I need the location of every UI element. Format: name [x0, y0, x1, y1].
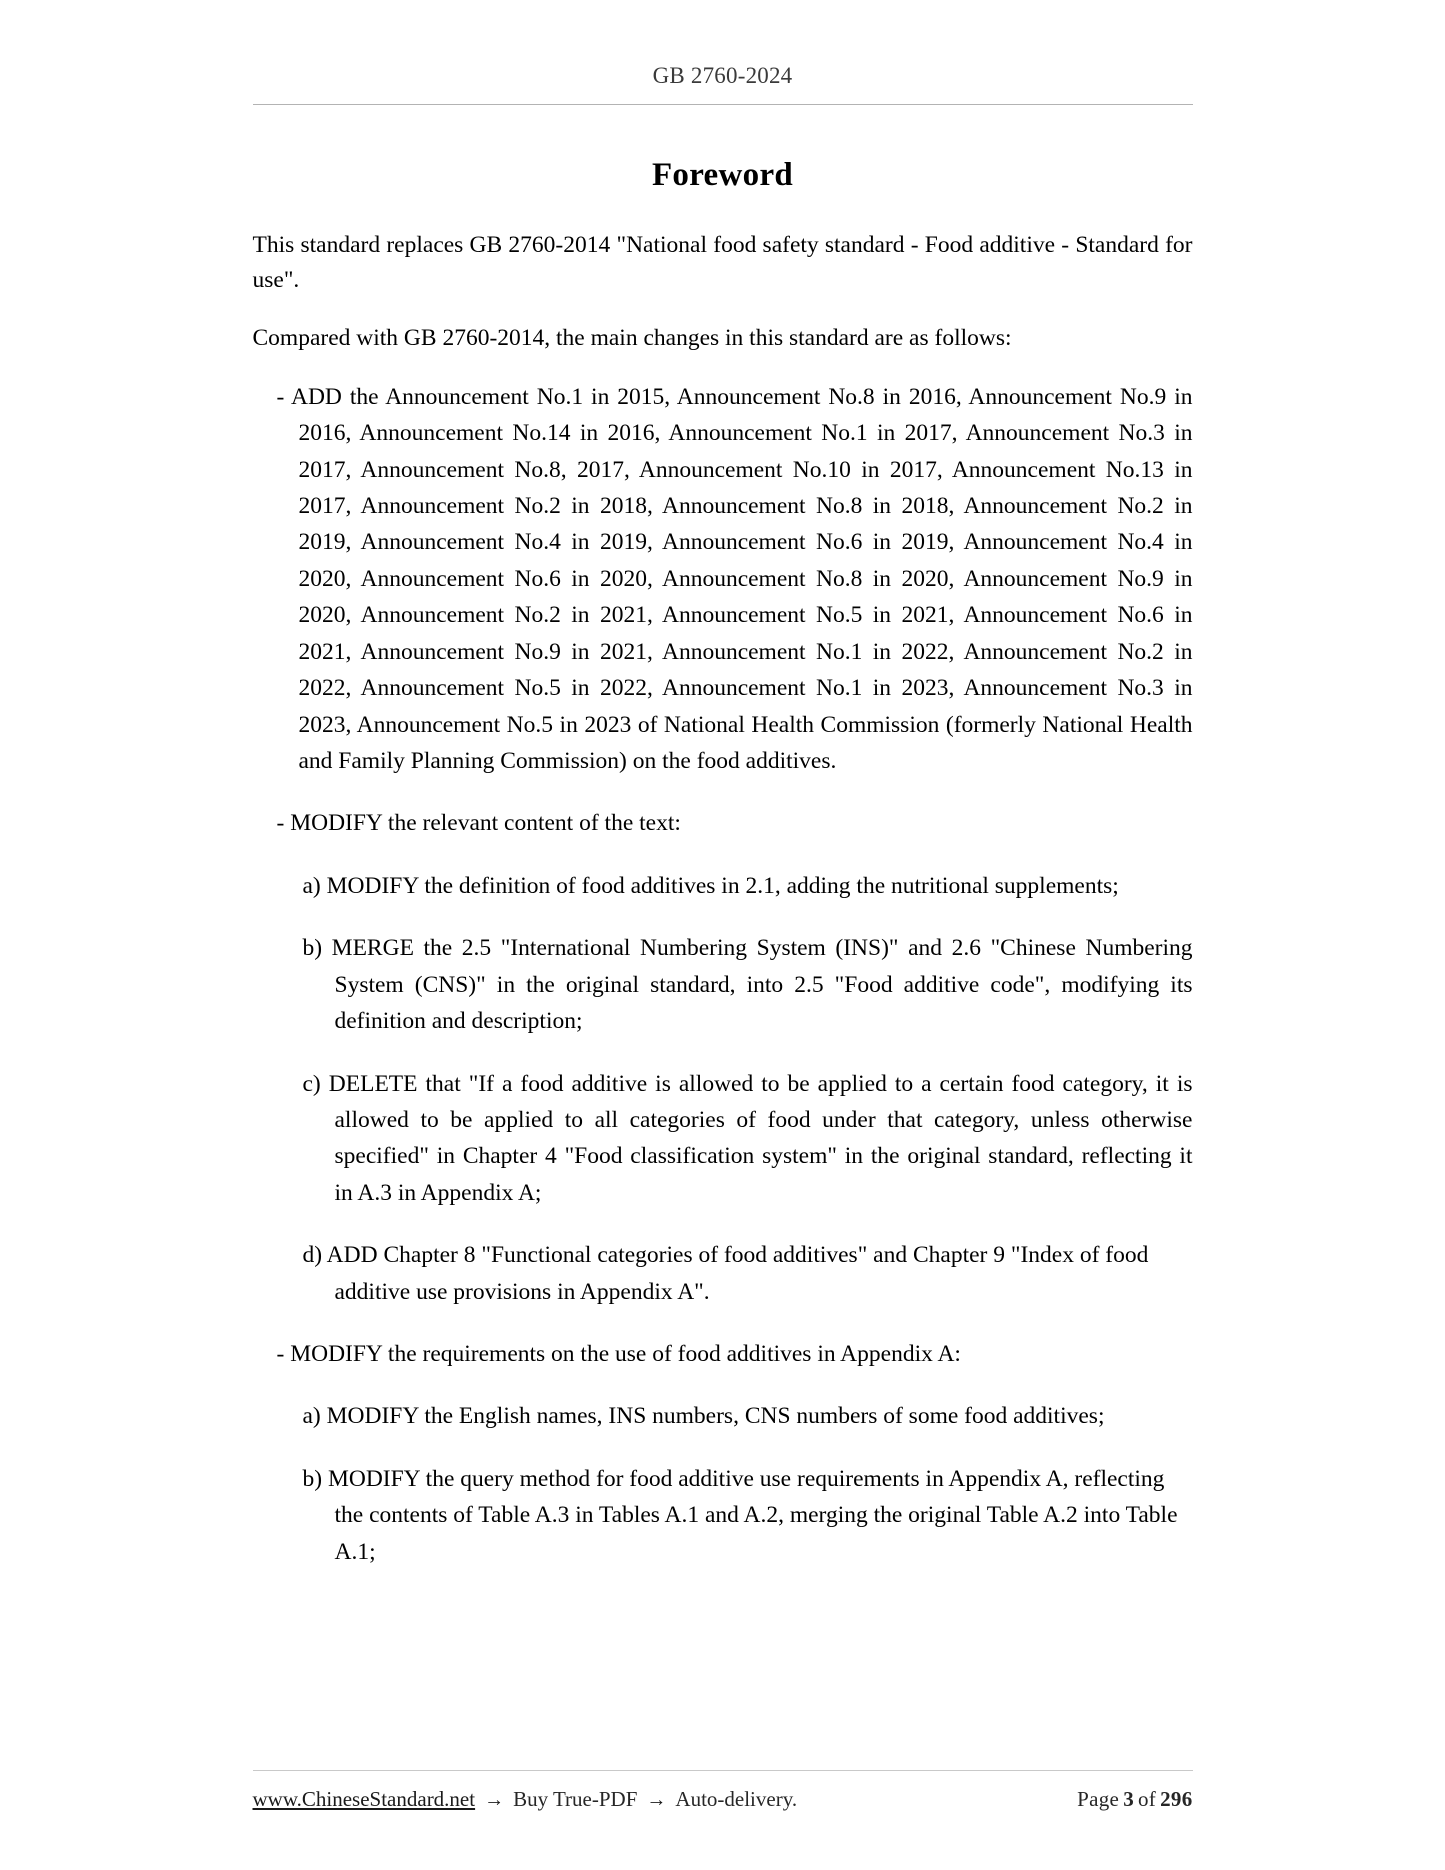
intro-paragraph-replaces: This standard replaces GB 2760-2014 "National food safety standard - Food additive - Standard for use".: [252, 231, 1193, 294]
footer-delivery-text: Auto-delivery.: [675, 1787, 798, 1811]
footer-of-label: of: [1138, 1787, 1157, 1811]
change-item-modify-text-marker: -: [276, 810, 285, 837]
footer-left-group: [253, 1787, 798, 1812]
change-item-modify-appendix-marker: -: [276, 1341, 285, 1368]
footer-site-link[interactable]: www.ChineseStandard.net: [252, 1787, 476, 1811]
page-header: [0, 0, 1445, 105]
footer-divider: [253, 1770, 1193, 1771]
document-content: [253, 105, 1193, 1571]
modify-subitem-c: [253, 1066, 1193, 1212]
appendix-subitem-a-text: MODIFY the English names, INS numbers, CNS numbers of some food additives;: [326, 1403, 1105, 1430]
arrow-right-icon-2: →: [646, 1789, 667, 1811]
modify-subitem-c-text: DELETE that "If a food additive is allowed to be applied to a certain food category, it is allowed to be applied to all categories of food under that category, unless otherwise specified" in Chapter 4 "Food classification system" in the original standard, reflecting it in A.3 in Appendix A;: [328, 1070, 1193, 1206]
modify-subitem-d-marker: d): [302, 1242, 323, 1269]
footer-page-number: 3: [1123, 1787, 1134, 1811]
change-item-add: [253, 379, 1193, 780]
footer-page-total: 296: [1160, 1787, 1193, 1811]
arrow-right-icon: →: [484, 1789, 505, 1811]
footer-pagination: [1077, 1787, 1192, 1812]
appendix-subitem-a-marker: a): [302, 1403, 321, 1430]
modify-subitem-b-marker: b): [302, 935, 323, 962]
change-item-modify-text: [253, 805, 1193, 841]
footer-buy-text: Buy True-PDF: [513, 1787, 638, 1811]
appendix-subitem-b-text: MODIFY the query method for food additive use requirements in Appendix A, reflecting the contents of Table A.3 in Tables A.1 and A.2, merging the original Table A.2 into Table A.1;: [327, 1465, 1178, 1565]
intro-paragraph-changes: Compared with GB 2760-2014, the main changes in this standard are as follows:: [252, 325, 1012, 352]
change-item-modify-appendix: [253, 1336, 1193, 1372]
change-item-modify-text-label: MODIFY the relevant content of the text:: [290, 810, 681, 837]
page-footer: [0, 1770, 1445, 1812]
modify-subitem-b: [253, 930, 1193, 1039]
modify-subitem-d: [253, 1237, 1193, 1310]
modify-subitem-c-marker: c): [302, 1070, 321, 1097]
appendix-subitem-b: [253, 1461, 1193, 1570]
page-title: Foreword: [651, 156, 794, 193]
change-item-add-marker: -: [276, 383, 285, 410]
footer-row: [253, 1787, 1193, 1812]
appendix-subitem-b-marker: b): [302, 1465, 323, 1492]
header-standard-code: GB 2760-2024: [652, 63, 793, 88]
change-item-add-text: ADD the Announcement No.1 in 2015, Announcement No.8 in 2016, Announcement No.9 in 2016, Announcement No.14 in 2016, Announcement No.1 in 2017, Announcement No.3 in 2017, Announcement No.8, 2017, Announcement No.10 in 2017, Announcement No.13 in 2017, Announcement No.2 in 2018, Announcement No.8 in 2018, Announcement No.2 in 2019, Announcement No.4 in 2019, Announcement No.6 in 2019, Announcement No.4 in 2020, Announcement No.6 in 2020, Announcement No.8 in 2020, Announcement No.9 in 2020, Announcement No.2 in 2021, Announcement No.5 in 2021, Announcement No.6 in 2021, Announcement No.9 in 2021, Announcement No.1 in 2022, Announcement No.2 in 2022, Announcement No.5 in 2022, Announcement No.1 in 2023, Announcement No.3 in 2023, Announcement No.5 in 2023 of National Health Commission (formerly National Health and Family Planning Commission) on the food additives.: [290, 383, 1193, 774]
modify-subitem-b-text: MERGE the 2.5 "International Numbering System (INS)" and 2.6 "Chinese Numbering System (CNS)" in the original standard, into 2.5 "Food additive code", modifying its definition and description;: [331, 935, 1193, 1035]
footer-page-label: Page: [1077, 1787, 1120, 1811]
modify-subitem-a: [253, 868, 1193, 904]
modify-subitem-a-text: MODIFY the definition of food additives in 2.1, adding the nutritional supplements;: [326, 872, 1119, 899]
modify-subitem-d-text: ADD Chapter 8 "Functional categories of food additives" and Chapter 9 "Index of food additive use provisions in Appendix A".: [326, 1242, 1149, 1305]
modify-subitem-a-marker: a): [302, 872, 321, 899]
appendix-subitem-a: [253, 1398, 1193, 1434]
change-item-modify-appendix-label: MODIFY the requirements on the use of food additives in Appendix A:: [290, 1341, 961, 1368]
